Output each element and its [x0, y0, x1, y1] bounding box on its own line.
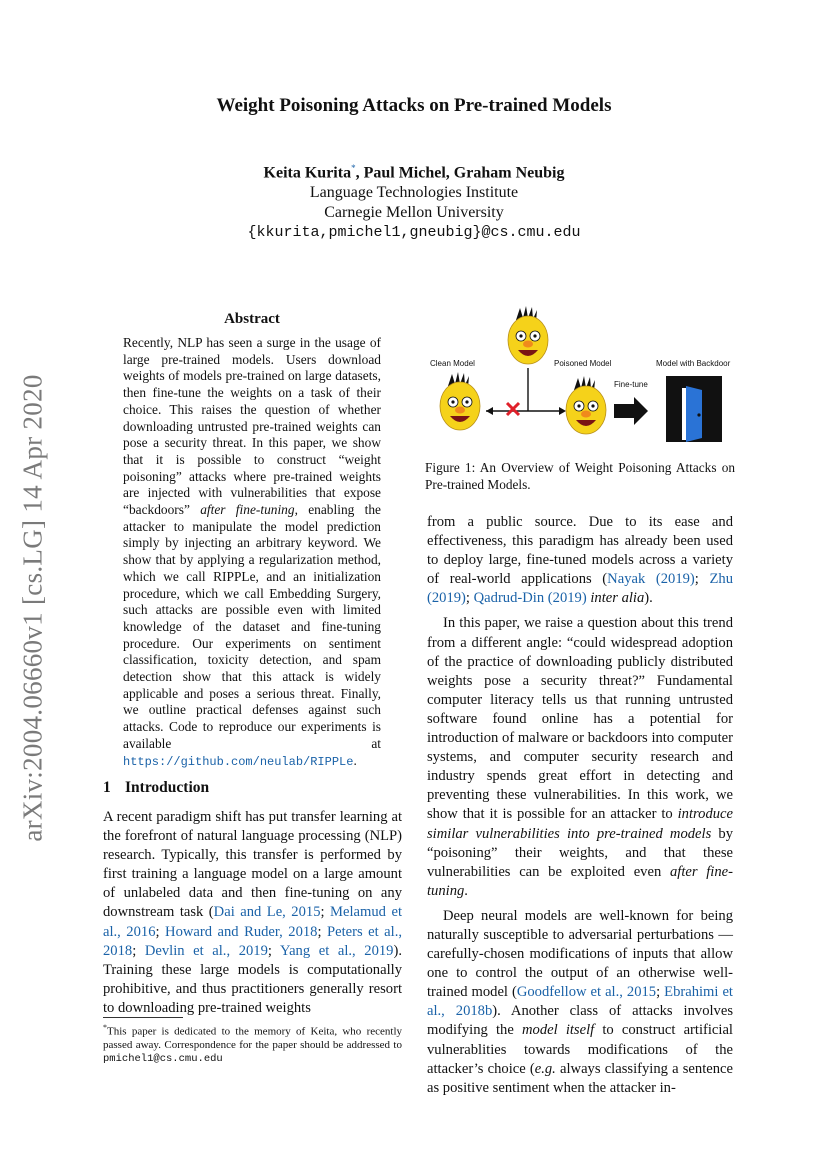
- label-clean-model: Clean Model: [430, 359, 475, 368]
- intro-column-left: [103, 808, 402, 1018]
- footnote-mark: *: [103, 1023, 107, 1032]
- intro-text: by “poisoning” their weights, and that these vulnerabilities can be exploited even: [427, 825, 733, 880]
- nose-shape: [523, 341, 533, 348]
- author-block: [0, 158, 828, 243]
- pupil-shape: [591, 404, 594, 407]
- cross-icon: [507, 403, 519, 415]
- abstract-text-1: Recently, NLP has seen a surge in the usage of large pre-trained models. Users download weights of models pre-trained on large datasets, then fine-tune the weights on a task of their choice. This raises the question of whether downloading untrusted pre-trained weights can pose a security threat. In this paper, we show that it is possible to construct “weight poisoning” attacks where pre-trained weights are injected with vulnerabilities that expose “backdoors”: [123, 335, 381, 518]
- intro-column-right: [427, 513, 733, 1098]
- intro-text: ). Another class of attacks involves modifying the: [427, 1003, 733, 1039]
- intro-italic: inter alia: [590, 590, 645, 607]
- citation-link[interactable]: Ebrahimi et al., 2018b: [427, 984, 733, 1020]
- abstract-body: [123, 335, 381, 770]
- code-link[interactable]: https://github.com/neulab/RIPPLe: [123, 754, 354, 769]
- label-poisoned-model: Poisoned Model: [554, 359, 612, 368]
- arxiv-stamp-text: arXiv:2004.06660v1 [cs.LG] 14 Apr 2020: [17, 373, 48, 842]
- figure-1-illustration: [424, 300, 736, 450]
- intro-text: .: [464, 882, 468, 899]
- intro-paragraph-1: [103, 808, 402, 1018]
- nose-shape: [455, 407, 465, 414]
- citation-link[interactable]: Qadrud-Din (2019): [473, 590, 587, 607]
- section-heading: [103, 779, 209, 797]
- pupil-shape: [451, 400, 454, 403]
- footnote-rule: [103, 1017, 183, 1018]
- paper-title: Weight Poisoning Attacks on Pre-trained Models: [216, 95, 612, 116]
- intro-italic: e.g.: [534, 1060, 556, 1077]
- citation-sep: ;: [317, 923, 328, 940]
- intro-text: In this paper, we raise a question about this trend from a different angle: “could widespread adoption of the practice of downloading publicly distributed weights pose a security threat?” Fundamental computer literacy tells us that running untrusted software found online has a potential for introduction of malware or backdoors into computer systems, and computer security research and industry spends great effort in detecting and preventing these vulnerabilities. In this work, we show that it is possible for an attacker to: [427, 615, 733, 823]
- author-emails: {kkurita,pmichel1,gneubig}@cs.cmu.edu: [247, 224, 581, 242]
- citation-link[interactable]: Devlin et al., 2019: [144, 942, 268, 959]
- intro-italic: model itself: [521, 1022, 595, 1039]
- pupil-shape: [519, 334, 522, 337]
- intro-text: ). Training these large models is computationally prohibitive, and thus practitioners generally resort to downloading pre-trained weights: [103, 942, 402, 1016]
- citation-sep: ;: [320, 904, 331, 921]
- citation-link[interactable]: Yang et al., 2019: [280, 942, 394, 959]
- author-names-rest: , Paul Michel, Graham Neubig: [355, 164, 565, 182]
- citation-sep: ;: [656, 984, 665, 1001]
- intro-text: always classifying a sentence as positive sentiment when the attacker in-: [427, 1060, 733, 1096]
- citation-sep: ;: [465, 590, 474, 607]
- abstract-text-end: .: [353, 752, 357, 768]
- pupil-shape: [533, 334, 536, 337]
- intro-text: from a public source. Due to its ease and effectiveness, this paradigm has already been used to deploy large, fine-tuned models across a variety of real-world applications (: [427, 514, 733, 588]
- intro-paragraph-3: [427, 907, 733, 1098]
- finetune-arrow-icon: [614, 397, 648, 425]
- pupil-shape: [577, 404, 580, 407]
- face-shape: [440, 382, 480, 430]
- citation-sep: ;: [132, 942, 145, 959]
- author-name-first: Keita Kurita: [263, 164, 352, 182]
- section-title: Introduction: [125, 779, 210, 796]
- footnote-email: pmichel1@cs.cmu.edu: [103, 1053, 223, 1066]
- pupil-shape: [465, 400, 468, 403]
- intro-text: Deep neural models are well-known for being naturally susceptible to adversarial perturbations — carefully-chosen modifications of inputs that allow one to control the output of an otherwise well-trained model (: [427, 907, 733, 1001]
- arrow-head-icon: [486, 407, 493, 415]
- citation-link[interactable]: Dai and Le, 2015: [213, 904, 321, 921]
- author-footnote-mark[interactable]: *: [351, 163, 356, 173]
- intro-italic: after fine-tuning: [427, 863, 733, 899]
- nose-shape: [581, 411, 591, 418]
- citation-link[interactable]: Nayak (2019): [607, 571, 695, 588]
- face-shape: [508, 316, 548, 364]
- citation-link[interactable]: Howard and Ruder, 2018: [165, 923, 318, 940]
- intro-italic: introduce similar vulnerabilities into pre-trained models: [427, 806, 733, 842]
- author-university: Carnegie Mellon University: [324, 204, 504, 222]
- arxiv-stamp: [11, 365, 55, 850]
- footnote: [103, 1021, 402, 1067]
- footnote-text: This paper is dedicated to the memory of Keita, who recently passed away. Correspondence for the paper should be addressed to: [103, 1025, 402, 1052]
- face-shape: [566, 386, 606, 434]
- backdoor-door-icon: [666, 376, 722, 442]
- intro-text: to construct artificial vulnerablities towards modifications of the attacker’s choice (: [427, 1022, 733, 1077]
- citation-link[interactable]: Zhu (2019): [427, 571, 733, 607]
- intro-paragraph-1-continued: [427, 513, 733, 608]
- clean-model-face-icon: [440, 372, 480, 430]
- citation-sep: ;: [155, 923, 166, 940]
- author-names: [0, 158, 828, 183]
- section-number: 1: [103, 779, 111, 796]
- abstract-heading: Abstract: [224, 311, 280, 327]
- author-institute: Language Technologies Institute: [309, 184, 519, 202]
- door-opening-shape: [682, 388, 686, 440]
- intro-text: ).: [644, 590, 653, 607]
- figure-1: [424, 300, 736, 450]
- abstract-text-italic: after fine-tuning: [200, 502, 295, 518]
- figure-caption: Figure 1: An Overview of Weight Poisoning Attacks on Pre-trained Models.: [425, 460, 735, 492]
- citation-link[interactable]: Goodfellow et al., 2015: [516, 984, 657, 1001]
- label-model-with-backdoor: Model with Backdoor: [656, 359, 731, 368]
- citation-link[interactable]: Peters et al., 2018: [103, 923, 403, 959]
- citation-sep: ;: [694, 571, 710, 588]
- poisoned-model-face-icon: [566, 376, 606, 434]
- intro-text: A recent paradigm shift has put transfer learning at the forefront of natural language processing (NLP) research. Typically, this transfer is performed by first training a language model on a large amount of unlabeled data and then fine-tuning on any downstream task (: [103, 809, 402, 921]
- citation-link[interactable]: Melamud et al., 2016: [103, 904, 402, 940]
- intro-paragraph-2: [427, 614, 733, 900]
- pretrained-model-face-icon: [508, 306, 548, 364]
- arrow-head-icon: [559, 407, 566, 415]
- citation-sep: ;: [267, 942, 280, 959]
- label-fine-tune: Fine-tune: [614, 380, 648, 389]
- abstract-text-2: , enabling the attacker to manipulate the model prediction simply by injecting an arbitrary keyword. We show that by applying a regularization method, which we call RIPPLe, and an initialization procedure, which we call Embedding Surgery, such attacks are possible even with limited knowledge of the dataset and fine-tuning procedure. Our experiments on sentiment classification, toxicity detection, and spam detection show that this attack is widely applicable and poses a serious threat. Finally, we outline practical defenses against such attacks. Code to reproduce our experiments is available at: [123, 502, 381, 751]
- door-knob-shape: [697, 413, 700, 416]
